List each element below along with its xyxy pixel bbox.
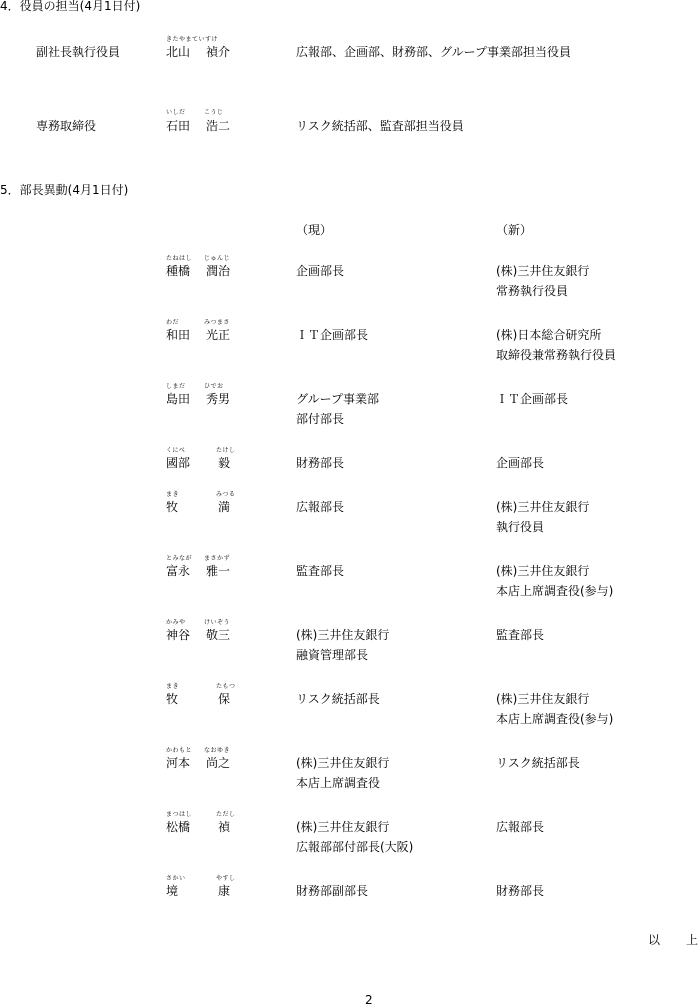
- person-family-name: 神谷: [166, 628, 191, 642]
- new-position: ＩＴ企画部長: [496, 392, 569, 406]
- person-ruby-given: みつる: [216, 491, 236, 498]
- person-ruby-family: かわもと: [166, 747, 193, 754]
- person-family-name: 種橋: [166, 264, 191, 278]
- new-position: 監査部長: [496, 628, 545, 642]
- officer-duties: リスク統括部、監査部担当役員: [296, 119, 464, 133]
- current-position: グループ事業部: [296, 392, 380, 406]
- current-position: (株)三井住友銀行: [296, 628, 390, 642]
- current-position: リスク統括部長: [296, 692, 380, 706]
- person-ruby-given: ただし: [216, 811, 236, 818]
- person-given-name: 敬三: [206, 628, 231, 642]
- person-ruby-given: まさかず: [204, 555, 231, 562]
- person-ruby-given: じゅんじ: [204, 255, 231, 262]
- current-position-line2: 広報部部付部長(大阪): [296, 840, 414, 854]
- current-position: 財務部長: [296, 456, 345, 470]
- person-ruby-family: まき: [166, 683, 180, 690]
- section5-heading: 5．部長異動(4月1日付): [0, 183, 129, 197]
- new-position-line2: 取締役兼常務執行役員: [496, 348, 617, 362]
- person-ruby-given: みつまさ: [204, 319, 230, 326]
- person-family-name: 島田: [166, 392, 191, 406]
- current-position: 企画部長: [296, 264, 345, 278]
- new-position: リスク統括部長: [496, 756, 580, 770]
- officer-ruby-family: きたやまていすけ: [166, 36, 219, 43]
- officer-duties: 広報部、企画部、財務部、グループ事業部担当役員: [296, 45, 572, 59]
- person-ruby-given: ひでお: [204, 383, 224, 390]
- new-position-line2: 執行役員: [496, 520, 545, 534]
- person-given-name: 雅一: [206, 564, 231, 578]
- closing-mark-i: 以: [648, 933, 661, 947]
- column-header-new: （新）: [496, 223, 533, 237]
- person-ruby-family: わだ: [166, 319, 180, 326]
- new-position: 企画部長: [496, 456, 545, 470]
- new-position-line2: 常務執行役員: [496, 284, 569, 298]
- officer-given-name: 禎介: [206, 45, 231, 59]
- person-given-name: 保: [218, 692, 231, 706]
- person-family-name: 境: [166, 884, 179, 898]
- person-family-name: 牧: [166, 692, 179, 706]
- person-ruby-family: たねはし: [166, 255, 193, 262]
- new-position: (株)日本総合研究所: [496, 328, 602, 342]
- person-family-name: 富永: [166, 564, 191, 578]
- person-ruby-family: さかい: [166, 875, 186, 882]
- page-number: 2: [365, 993, 373, 1007]
- column-header-current: （現）: [296, 223, 333, 237]
- person-ruby-given: なおゆき: [204, 747, 231, 754]
- person-family-name: 松橋: [166, 820, 191, 834]
- current-position: (株)三井住友銀行: [296, 820, 390, 834]
- person-given-name: 潤治: [206, 264, 231, 278]
- person-ruby-family: かみや: [166, 619, 186, 626]
- person-ruby-given: たけし: [216, 447, 236, 454]
- person-given-name: 尚之: [206, 756, 231, 770]
- section4-heading: 4．役員の担当(4月1日付): [0, 0, 141, 13]
- person-given-name: 満: [218, 500, 231, 514]
- officer-title: 副社長執行役員: [36, 45, 121, 59]
- person-family-name: 和田: [166, 328, 191, 342]
- officer-ruby-family: いしだ: [166, 109, 186, 116]
- current-position: 財務部副部長: [296, 884, 369, 898]
- current-position: 監査部長: [296, 564, 345, 578]
- person-given-name: 康: [218, 884, 231, 898]
- current-position: 広報部長: [296, 500, 345, 514]
- person-ruby-family: しまだ: [166, 383, 186, 390]
- person-given-name: 秀男: [206, 392, 231, 406]
- person-given-name: 毅: [218, 456, 231, 470]
- new-position: 広報部長: [496, 820, 545, 834]
- officer-title: 専務取締役: [36, 119, 97, 133]
- new-position-line2: 本店上席調査役(参与): [496, 712, 614, 726]
- officer-ruby-given: こうじ: [204, 109, 224, 116]
- new-position: (株)三井住友銀行: [496, 692, 590, 706]
- person-ruby-family: とみなが: [166, 555, 193, 562]
- new-position: (株)三井住友銀行: [496, 500, 590, 514]
- person-ruby-given: けいぞう: [204, 619, 231, 626]
- person-given-name: 禎: [218, 820, 231, 834]
- person-given-name: 光正: [206, 328, 231, 342]
- current-position-line2: 部付部長: [296, 412, 345, 426]
- current-position: (株)三井住友銀行: [296, 756, 390, 770]
- person-family-name: 牧: [166, 500, 179, 514]
- current-position: ＩＴ企画部長: [296, 328, 369, 342]
- officer-given-name: 浩二: [206, 119, 231, 133]
- person-ruby-family: まつはし: [166, 811, 193, 818]
- new-position: 財務部長: [496, 884, 545, 898]
- person-family-name: 河本: [166, 756, 191, 770]
- officer-family-name: 石田: [166, 119, 191, 133]
- person-ruby-given: やすし: [216, 875, 236, 882]
- new-position: (株)三井住友銀行: [496, 564, 590, 578]
- current-position-line2: 本店上席調査役: [296, 776, 381, 790]
- officer-family-name: 北山: [166, 45, 191, 59]
- person-ruby-family: くにべ: [166, 447, 186, 454]
- closing-mark-jo: 上: [686, 933, 699, 947]
- person-ruby-family: まき: [166, 491, 180, 498]
- new-position-line2: 本店上席調査役(参与): [496, 584, 614, 598]
- current-position-line2: 融資管理部長: [296, 648, 369, 662]
- new-position: (株)三井住友銀行: [496, 264, 590, 278]
- person-family-name: 國部: [166, 456, 191, 470]
- person-ruby-given: たもつ: [216, 683, 236, 690]
